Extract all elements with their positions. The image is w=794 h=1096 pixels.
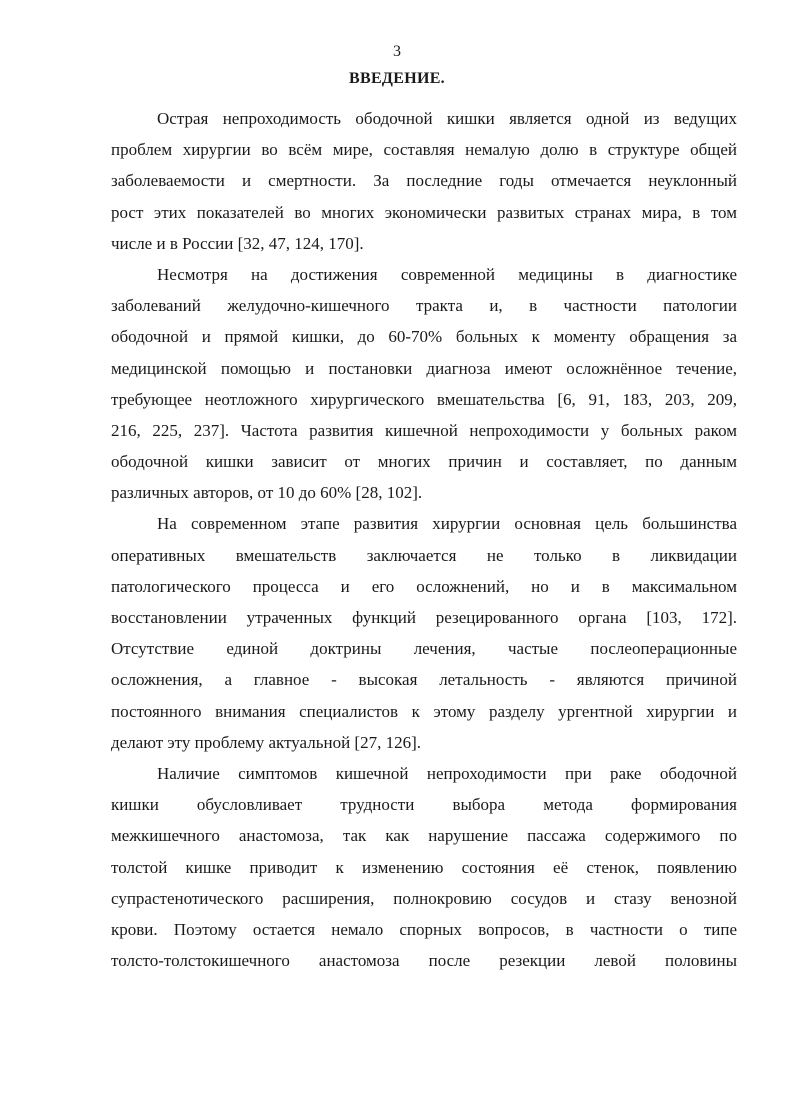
text-line: межкишечного анастомоза, так как нарушение пассажа содержимого по bbox=[111, 826, 737, 846]
text-line: ободочной и прямой кишки, до 60-70% больных к моменту обращения за bbox=[111, 327, 737, 347]
text-line: осложнения, а главное - высокая летальность - являются причиной bbox=[111, 670, 737, 690]
text-line: восстановлении утраченных функций резецированного органа [103, 172]. bbox=[111, 608, 737, 627]
text-line: крови. Поэтому остается немало спорных вопросов, в частности о типе bbox=[111, 919, 737, 939]
text-line: медицинской помощью и постановки диагноза имеют осложнённое течение, bbox=[111, 358, 737, 378]
text-line: кишки обусловливает трудности выбора метода формирования bbox=[111, 795, 737, 815]
text-line: делают эту проблему актуальной [27, 126]. bbox=[111, 732, 422, 752]
section-title: ВВЕДЕНИЕ. bbox=[349, 70, 445, 87]
paragraph-4 bbox=[111, 758, 737, 976]
paragraph-3 bbox=[111, 508, 737, 758]
text-line: заболеваний желудочно-кишечного тракта и, в частности патологии bbox=[111, 296, 737, 316]
document-body bbox=[111, 103, 737, 976]
text-line: постоянного внимания специалистов к этому разделу ургентной хирургии и bbox=[111, 701, 737, 721]
text-line: Наличие симптомов кишечной непроходимости при раке ободочной bbox=[157, 763, 737, 783]
text-line: заболеваемости и смертности. За последние годы отмечается неуклонный bbox=[111, 171, 737, 191]
text-line: числе и в России [32, 47, 124, 170]. bbox=[111, 233, 364, 253]
text-line: требующее неотложного хирургического вмешательства [6, 91, 183, 203, 209, bbox=[111, 389, 737, 409]
text-line: Острая непроходимость ободочной кишки является одной из ведущих bbox=[157, 109, 737, 128]
paragraph-1 bbox=[111, 103, 737, 259]
text-line: рост этих показателей во многих экономически развитых странах мира, в том bbox=[111, 202, 737, 222]
text-line: ободочной кишки зависит от многих причин и составляет, по данным bbox=[111, 452, 737, 472]
text-line: толстой кишке приводит к изменению состояния её стенок, появлению bbox=[111, 857, 737, 877]
page-number: 3 bbox=[393, 43, 401, 60]
text-line: проблем хирургии во всём мире, составляя немалую долю в структуре общей bbox=[111, 140, 737, 160]
paragraph-2 bbox=[111, 259, 737, 509]
text-line: оперативных вмешательств заключается не только в ликвидации bbox=[111, 545, 737, 565]
text-line: различных авторов, от 10 до 60% [28, 102]. bbox=[111, 483, 423, 503]
text-line: На современном этапе развития хирургии основная цель большинства bbox=[157, 514, 737, 534]
text-line: патологического процесса и его осложнений, но и в максимальном bbox=[111, 576, 737, 596]
text-line: Отсутствие единой доктрины лечения, частые послеоперационные bbox=[111, 639, 737, 659]
text-line: 216, 225, 237]. Частота развития кишечной непроходимости у больных раком bbox=[111, 420, 737, 440]
text-line: толсто-толстокишечного анастомоза после резекции левой половины bbox=[111, 951, 737, 971]
text-line: Несмотря на достижения современной медицины в диагностике bbox=[157, 264, 737, 284]
text-line: супрастенотического расширения, полнокровию сосудов и стазу венозной bbox=[111, 888, 737, 908]
